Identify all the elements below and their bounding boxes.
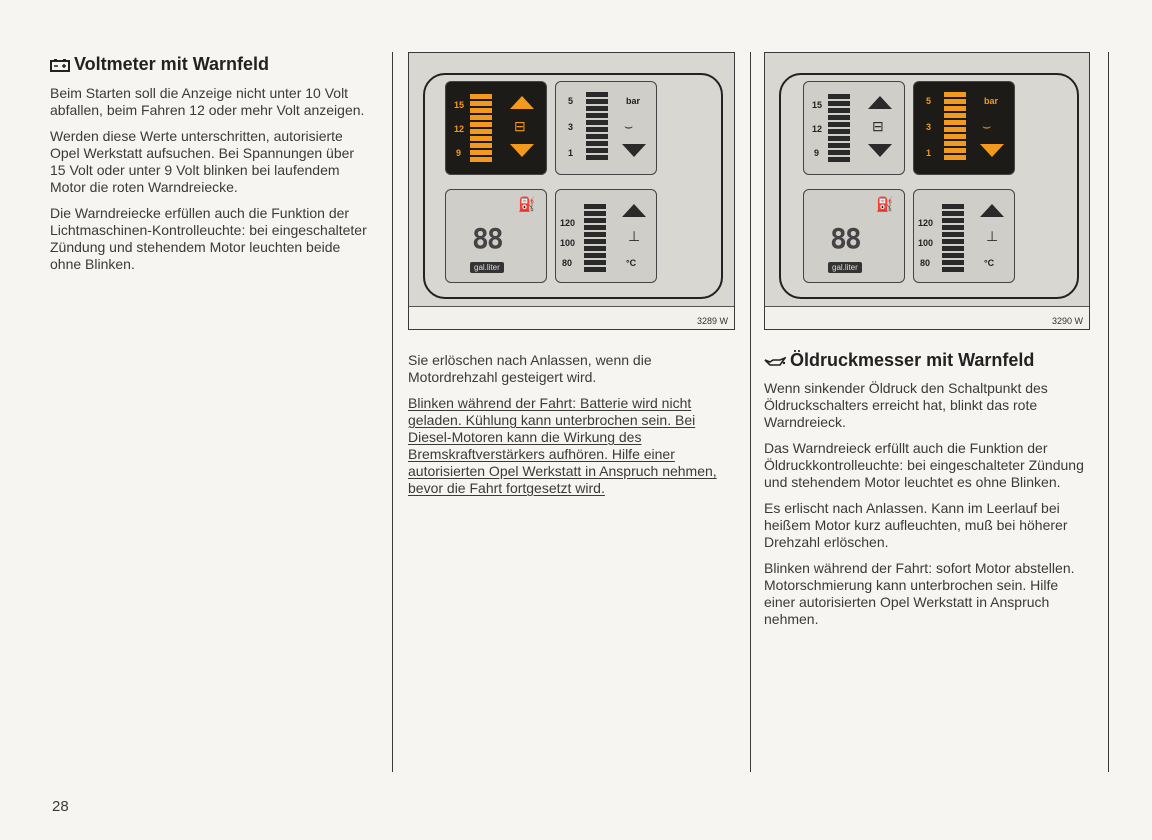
oil-can-icon [764,352,786,373]
volt-label-12: 12 [812,124,823,134]
column-divider-1 [392,52,393,772]
volt-bars [470,94,492,164]
temp-bars [584,204,606,274]
oil-label-3: 3 [568,122,574,132]
oil-label-3: 3 [926,122,932,132]
volt-label-9: 9 [814,148,820,158]
warning-triangle-down [868,144,892,157]
oil-pressure-panel [555,81,657,175]
oil-label-5: 5 [926,96,932,106]
fuel-panel [445,189,547,283]
dashboard-figure-1 [408,52,735,330]
oil-paragraph-3: Es erlischt nach Anlassen. Kann im Leerlauf bei heißem Motor kurz aufleuchten, muß bei höherer Drehzahl erlöschen. [764,500,1068,550]
temp-label-80: 80 [920,258,931,268]
temp-unit: °C [626,258,637,268]
temp-triangle-up [980,204,1004,217]
fuel-unit: gal.liter [828,262,862,273]
fuel-pump-icon: ⛽ [876,196,894,212]
oil-unit: bar [984,96,999,106]
oil-label-1: 1 [568,148,574,158]
voltmeter-paragraph-2: Werden diese Werte unterschritten, autorisierte Opel Werkstatt aufsuchen. Bei Spannungen über 15 Volt oder unter 9 Volt blinken bei laufendem Motor die roten Warndreiecke. [50,128,355,195]
fuel-unit: gal.liter [470,262,504,273]
volt-label-9: 9 [456,148,462,158]
battery-icon: ⊟ [872,118,884,134]
oil-can-icon: ⌣ [982,118,992,134]
temperature-panel [555,189,657,283]
column-divider-2 [750,52,751,772]
oil-bars [944,92,966,162]
temp-label-80: 80 [562,258,573,268]
figure-band [765,306,1089,329]
thermometer-icon: ⊥ [628,228,641,244]
fuel-panel [803,189,905,283]
oil-triangle-down [622,144,646,157]
warning-triangle-up [510,96,534,109]
temp-bars [942,204,964,274]
fuel-display: 88 [830,222,860,255]
left-column [50,54,368,282]
temperature-panel [913,189,1015,283]
middle-paragraph-2-underlined: Blinken während der Fahrt: Batterie wird nicht geladen. Kühlung kann unterbrochen sein. Bei Diesel-Motoren kann die Wirkung des Bremskraftverstärkers aufhören. Hilfe einer autorisierten Opel Werkstatt in Anspruch nehmen, bevor die Fahrt fortgesetzt wird. [408,395,717,496]
voltmeter-panel [445,81,547,175]
voltmeter-panel [803,81,905,175]
column-divider-3 [1108,52,1109,772]
fuel-pump-icon: ⛽ [518,196,536,212]
oil-paragraph-1: Wenn sinkender Öldruck den Schaltpunkt des Öldruckschalters erreicht hat, blinkt das rote Warndreieck. [764,380,1048,430]
oil-unit: bar [626,96,641,106]
voltmeter-paragraph-3: Die Warndreiecke erfüllen auch die Funktion der Lichtmaschinen-Kontrolleuchte: bei eingeschalteter Zündung und stehendem Motor leuchten beide ohne Blinken. [50,205,367,272]
figure-1-caption: 3289 W [696,316,728,326]
right-column [764,350,1086,637]
figure-band [409,306,734,329]
oil-pressure-panel [913,81,1015,175]
volt-bars [828,94,850,164]
temp-label-100: 100 [918,238,934,248]
thermometer-icon: ⊥ [986,228,999,244]
temp-unit: °C [984,258,995,268]
temp-triangle-up [622,204,646,217]
voltmeter-heading: Voltmeter mit Warnfeld [50,54,368,77]
oil-paragraph-2: Das Warndreieck erfüllt auch die Funktion der Öldruckkontrolleuchte: bei eingeschalteter Zündung und stehendem Motor leuchtet es ohne Blinken. [764,440,1084,490]
middle-column [408,352,730,506]
warning-triangle-up [868,96,892,109]
figure-2-caption: 3290 W [1051,316,1083,326]
oil-paragraph-4: Blinken während der Fahrt: sofort Motor abstellen. Motorschmierung kann unterbrochen sein. Hilfe einer autorisierten Opel Werkstatt in Anspruch nehmen. [764,560,1075,627]
oil-pressure-heading: Öldruckmesser mit Warnfeld [764,350,1086,373]
fuel-display: 88 [472,222,502,255]
oil-triangle-down [980,144,1004,157]
oil-can-icon: ⌣ [624,118,634,134]
page-number: 28 [52,798,69,815]
volt-label-12: 12 [454,124,465,134]
middle-paragraph-1: Sie erlöschen nach Anlassen, wenn die Motordrehzahl gesteigert wird. [408,352,652,385]
battery-icon [50,56,70,77]
volt-label-15: 15 [812,100,823,110]
oil-label-1: 1 [926,148,932,158]
battery-icon: ⊟ [514,118,526,134]
temp-label-120: 120 [918,218,934,228]
voltmeter-paragraph-1: Beim Starten soll die Anzeige nicht unter 10 Volt abfallen, beim Fahren 12 oder mehr Volt anzeigen. [50,85,365,118]
oil-bars [586,92,608,162]
dashboard-figure-2 [764,52,1090,330]
oil-label-5: 5 [568,96,574,106]
temp-label-100: 100 [560,238,576,248]
volt-label-15: 15 [454,100,465,110]
warning-triangle-down [510,144,534,157]
temp-label-120: 120 [560,218,576,228]
